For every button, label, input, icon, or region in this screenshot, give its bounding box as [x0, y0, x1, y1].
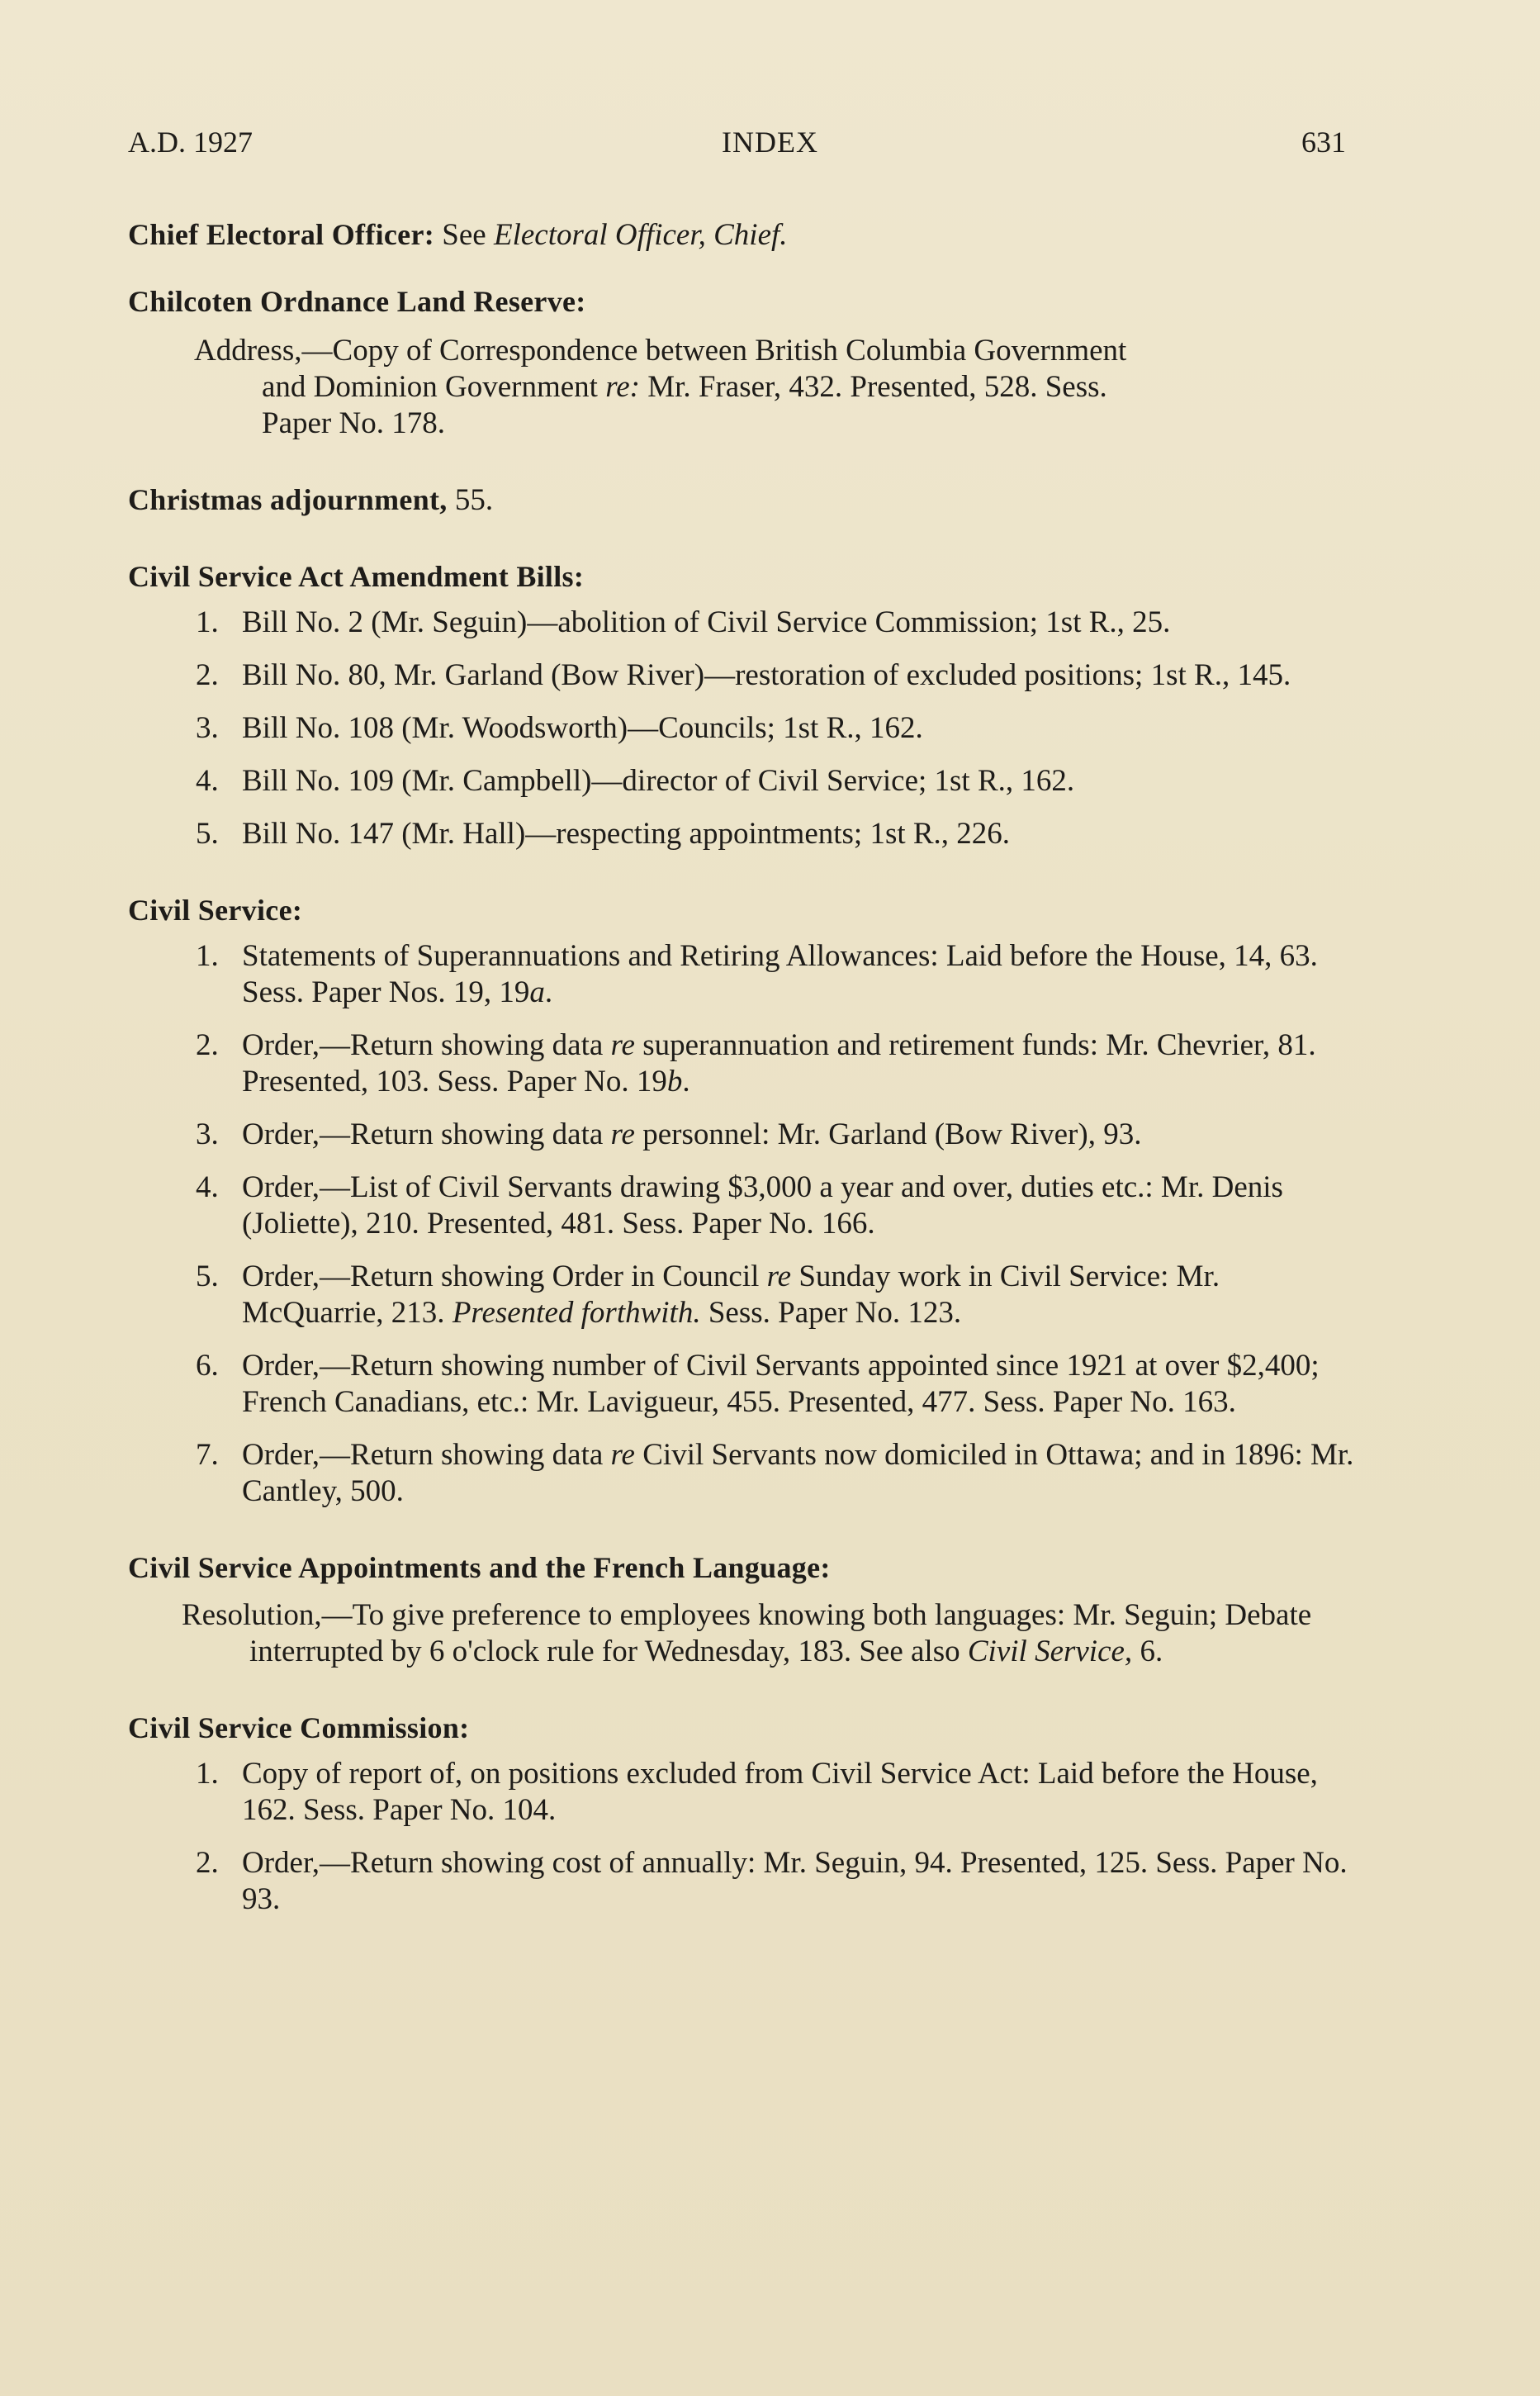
list-item: 5. Bill No. 147 (Mr. Hall)—respecting appointments; 1st R., 226. — [196, 817, 1011, 851]
list-item: 1. Copy of report of, on positions excluded from Civil Service Act: Laid before the House, 162. Sess. Paper No. 104. — [196, 1757, 1318, 1827]
list-item: 7. Order,—Return showing data re Civil Servants now domiciled in Ottawa; and in 1896: Mr. Cantley, 500. — [196, 1438, 1354, 1508]
entry-heading: Chilcoten Ordnance Land Reserve: — [128, 285, 586, 318]
list-item: 2. Order,—Return showing data re superannuation and retirement funds: Mr. Chevrier, 81. Presented, 103. Sess. Paper No. 19b. — [196, 1028, 1316, 1098]
list-item: 2. Order,—Return showing cost of annually: Mr. Seguin, 94. Presented, 125. Sess. Paper No. 93. — [196, 1846, 1348, 1916]
page-number: 631 — [1301, 126, 1346, 159]
entry-heading: Civil Service Commission: — [128, 1711, 470, 1744]
header-title: INDEX — [722, 126, 818, 159]
index-entry-christmas-adjournment — [128, 482, 1362, 519]
entry-paragraph: Resolution,—To give preference to employees knowing both languages: Mr. Seguin; Debate interrupted by 6 o'clock rule for Wednesday, 183. See also Civil Service, 6. — [182, 1598, 1312, 1668]
page-header — [0, 124, 1540, 165]
list-item: 3. Order,—Return showing data re personnel: Mr. Garland (Bow River), 93. — [196, 1117, 1142, 1151]
list-item: 4. Bill No. 109 (Mr. Campbell)—director of Civil Service; 1st R., 162. — [196, 764, 1075, 798]
index-entry-civil-service-act-bills — [128, 558, 1362, 852]
entry-heading: Christmas adjournment, — [128, 483, 448, 516]
list-item: 5. Order,—Return showing Order in Council re Sunday work in Civil Service: Mr. McQuarrie, 213. Presented forthwith. Sess. Paper No. 123. — [196, 1260, 1220, 1330]
entry-heading: Civil Service Appointments and the French Language: — [128, 1551, 831, 1584]
header-year: A.D. 1927 — [128, 126, 253, 159]
entry-paragraph: Address,—Copy of Correspondence between British Columbia Government and Dominion Government re: Mr. Fraser, 432. Presented, 528. Sess. Paper No. 178. — [194, 334, 1127, 440]
index-entry-civil-service-appointments-french — [128, 1549, 1362, 1670]
list-item: 3. Bill No. 108 (Mr. Woodsworth)—Councils; 1st R., 162. — [196, 711, 923, 745]
list-item: 1. Bill No. 2 (Mr. Seguin)—abolition of Civil Service Commission; 1st R., 25. — [196, 605, 1171, 639]
cross-reference: Electoral Officer, Chief. — [493, 218, 788, 252]
entry-heading: Civil Service: — [128, 894, 303, 927]
entry-heading: Civil Service Act Amendment Bills: — [128, 560, 585, 593]
entry-text: 55. — [447, 483, 494, 517]
list-item: 6. Order,—Return showing number of Civil Servants appointed since 1921 at over $2,400; French Canadians, etc.: Mr. Lavigueur, 455. Presented, 477. Sess. Paper No. 163. — [196, 1349, 1320, 1419]
list-item: 2. Bill No. 80, Mr. Garland (Bow River)—restoration of excluded positions; 1st R., 145. — [196, 658, 1291, 692]
entry-text: See — [434, 218, 494, 252]
index-entry-civil-service-commission — [128, 1710, 1362, 1918]
index-entry-chief-electoral-officer — [128, 216, 1362, 254]
list-item: 1. Statements of Superannuations and Retiring Allowances: Laid before the House, 14, 63. Sess. Paper Nos. 19, 19a. — [196, 939, 1318, 1009]
index-entry-chilcoten — [128, 283, 1362, 442]
index-content — [128, 216, 1362, 1918]
entry-heading: Chief Electoral Officer: — [128, 218, 435, 251]
list-item: 4. Order,—List of Civil Servants drawing $3,000 a year and over, duties etc.: Mr. Denis (Joliette), 210. Presented, 481. Sess. Paper No. 166. — [196, 1170, 1283, 1241]
index-entry-civil-service — [128, 892, 1362, 1510]
